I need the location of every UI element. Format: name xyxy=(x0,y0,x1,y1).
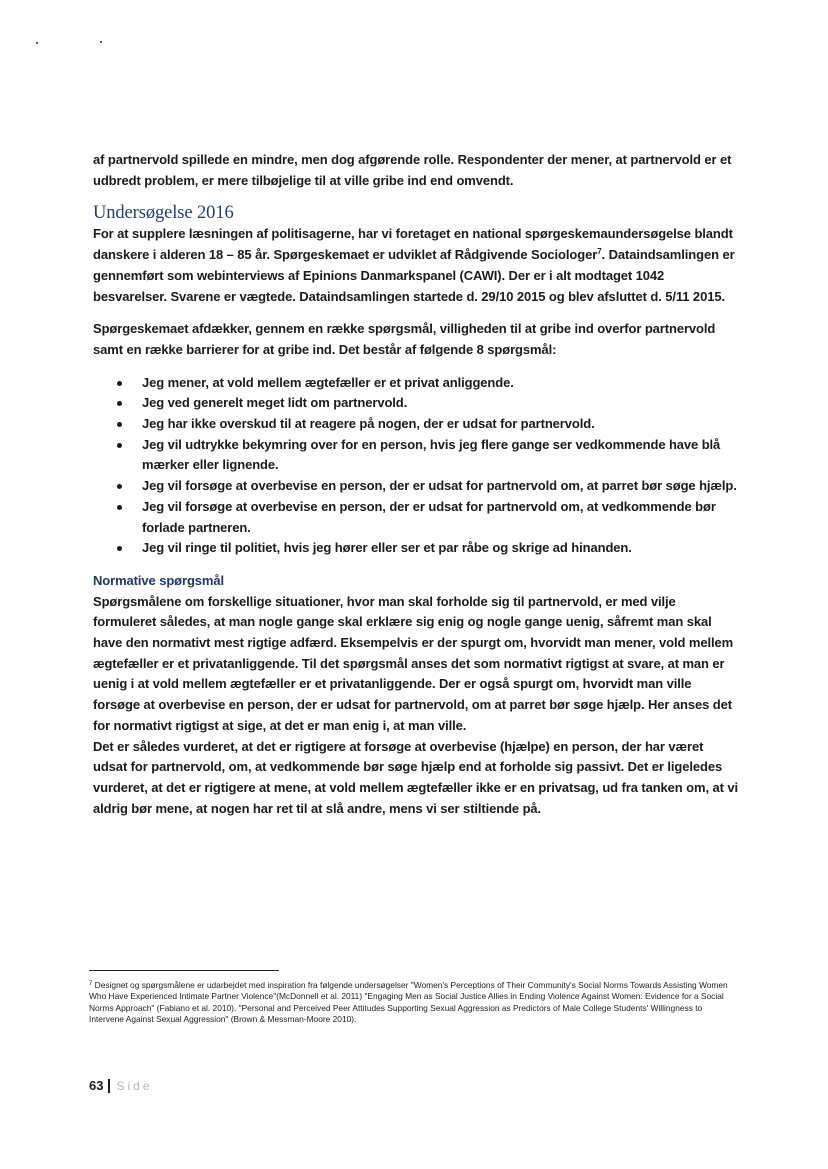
footnote-text: Designet og spørgsmålene er udarbejdet med inspiration fra følgende undersøgelser "Women's Perceptions of Their Community's Social Norms Towards Assisting Women Who Have Experienced Intimate Partner Violence"(McDonnell et al. 2011) "Engaging Men as Social Justice Allies in Ending Violence Against Women: Evidence for a Social Norms Approach" (Fabiano et al. 2010). "Personal and Perceived Peer Attitudes Supporting Sexual Aggression as Predictors of Male College Students' Willingness to Intervene Against Sexual Aggression" (Brown & Messman-Moore 2010). xyxy=(89,980,728,1025)
list-item xyxy=(93,373,738,394)
questions-intro: Spørgeskemaet afdækker, gennem en række spørgsmål, villigheden til at gribe ind overfor partnervold samt en række barrierer for at gribe ind. Det består af følgende 8 spørgsmål: xyxy=(93,321,716,357)
list-item xyxy=(93,414,738,435)
scan-speck xyxy=(100,41,102,43)
bullet-icon xyxy=(117,401,122,406)
section-heading: Undersøgelse 2016 xyxy=(93,203,234,224)
list-item xyxy=(93,393,738,414)
survey-text-part2: . Dataindsamlingen er gennemført som webinterviews af Epinions Danmarkspanel (CAWI). Der er i alt modtaget 1042 besvarelser. Svarene er vægtede. Dataindsamlingen startede d. 29/10 2015 og blev afsluttet d. 5/11 2015. xyxy=(93,247,735,304)
page-body xyxy=(93,150,738,819)
normative-paragraph-2: Det er således vurderet, at det er rigtigere at forsøge at overbevise (hjælpe) en person, der har været udsat for partnervold, om, at vedkommende bør søge hjælp end at forholde sig passivt. Det er ligeledes vurderet, at det er rigtigere at mene, at vold mellem ægtefæller ikke er en privatsag, ud fra tanken om, at vi aldrig bør mene, at nogen har ret til at slå andre, mens vi ser stiltiende på. xyxy=(93,738,738,816)
footnote xyxy=(89,980,729,1026)
question-text: Jeg har ikke overskud til at reagere på nogen, der er udsat for partnervold. xyxy=(142,416,595,432)
scan-speck xyxy=(36,42,38,44)
footnote-divider xyxy=(89,970,279,971)
question-text: Jeg mener, at vold mellem ægtefæller er et privat anliggende. xyxy=(142,374,514,390)
list-item xyxy=(93,497,738,538)
list-item xyxy=(93,476,738,497)
list-item xyxy=(93,435,738,476)
question-text: Jeg vil udtrykke bekymring over for en person, hvis jeg flere gange ser vedkommende have blå mærker eller lignende. xyxy=(142,436,721,473)
question-text: Jeg ved generelt meget lidt om partnervold. xyxy=(142,395,408,411)
question-text: Jeg vil forsøge at overbevise en person, der er udsat for partnervold om, at vedkommende bør forlade partneren. xyxy=(142,498,716,535)
survey-paragraph xyxy=(93,224,738,307)
footnote-reference: 7 xyxy=(597,247,602,257)
page-label: Side xyxy=(116,1078,153,1093)
page-number: 63 xyxy=(89,1078,104,1093)
page-footer xyxy=(89,1078,153,1093)
list-item xyxy=(93,538,738,559)
bullet-icon xyxy=(117,422,122,427)
footnote-number: 7 xyxy=(89,981,93,987)
normative-paragraph-1: Spørgsmålene om forskellige situationer, hvor man skal forholde sig til partnervold, er med vilje formuleret således, at man nogle gange skal erklære sig enig og nogle gange uenig, såfremt man skal have den normativt mest rigtige adfærd. Eksempelvis er der spurgt om, hvorvidt man mener, vold mellem ægtefæller er et privatanliggende. Til det spørgsmål anses det som normativt rigtigst at svare, at man er uenig i at vold mellem ægtefæller er et privatanliggende. Der er også spurgt om, hvorvidt man ville forsøge at overbevise en person, der er udsat for partnervold, om at parret bør søge hjælp. Her anses det for normativt rigtigst at sige, at det er man enig i, at man ville. xyxy=(93,593,734,733)
bullet-icon xyxy=(117,505,122,510)
intro-paragraph: af partnervold spillede en mindre, men dog afgørende rolle. Respondenter der mener, at partnervold er et udbredt problem, er mere tilbøjelige til at ville gribe ind end omvendt. xyxy=(93,152,732,188)
subheading: Normative spørgsmål xyxy=(93,572,225,588)
bullet-icon xyxy=(117,381,122,386)
bullet-icon xyxy=(117,443,122,448)
question-text: Jeg vil ringe til politiet, hvis jeg hører eller ser et par råbe og skrige ad hinanden. xyxy=(142,540,632,556)
bullet-icon xyxy=(117,484,122,489)
footer-separator xyxy=(108,1079,110,1093)
question-text: Jeg vil forsøge at overbevise en person, der er udsat for partnervold om, at parret bør søge hjælp. xyxy=(142,478,737,494)
survey-text-part1: For at supplere læsningen af politisagerne, har vi foretaget en national spørgeskemaundersøgelse blandt danskere i alderen 18 – 85 år. Spørgeskemaet er udviklet af Rådgivende Sociologer xyxy=(93,226,733,263)
bullet-icon xyxy=(117,546,122,551)
question-list xyxy=(93,373,738,559)
